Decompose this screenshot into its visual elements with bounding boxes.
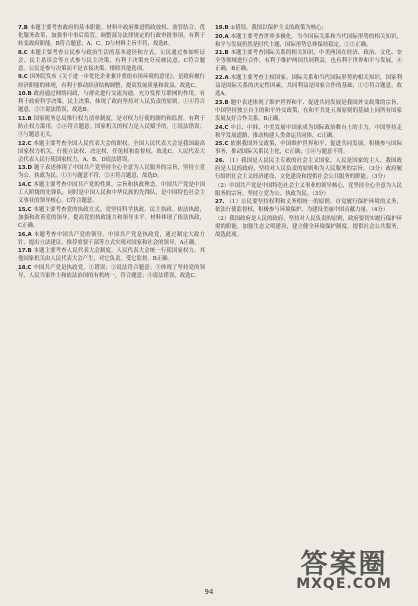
answer-paragraph — [18, 231, 205, 247]
left-column — [18, 24, 205, 584]
answer-paragraph — [215, 49, 402, 73]
question-number: 8.C — [18, 49, 28, 56]
question-number: 7.B — [18, 25, 28, 31]
answer-text: 本题主要考查人民代表大会制度。人民代表大会统一行使国家权力，其他国家机关由人民代表大会产生，对它负责，受它监督，B正确。 — [18, 248, 205, 263]
question-number: 11.B — [18, 115, 32, 122]
answer-paragraph — [215, 198, 402, 214]
answer-paragraph — [18, 247, 205, 263]
answer-paragraph — [215, 157, 402, 181]
answer-text: （1）公民要坚持权利和义务相统一的原则，自觉履行保护环境的义务，依法行使监督权，积极参与环境保护，为建设美丽中国贡献力量。（4分） — [215, 199, 402, 214]
question-number: 20.A — [215, 33, 229, 40]
answer-paragraph — [215, 215, 402, 239]
question-number: 10.B — [18, 91, 32, 98]
answer-paragraph — [18, 264, 205, 280]
answer-paragraph — [18, 206, 205, 230]
question-number: 15.C — [18, 206, 32, 213]
answer-text: 依据我国外交政策，中国维护世界和平、促进共同发展，积极参与国际事务，推动国际关系民主化，C正确；①④与题意不符。 — [215, 141, 402, 156]
question-number: 18.C — [18, 264, 32, 271]
answer-text: 本题主要考查世界多极化。当今国际关系和当代国际形势的相关知识，和平与发展仍然是时代主题，国际形势总体保持稳定，①②正确。 — [215, 33, 402, 48]
watermark-main: 答案圈 — [300, 549, 388, 580]
answer-text: 本题主要考查政府的基本职能。材料中政府推进简政放权、放管结合、优化服务改革，加强事中事后监管，调整部分法律规定的行政审批事项，有利于转变政府职能。B符合题意。A、C、D与材料主旨不符，故选B。 — [18, 25, 205, 48]
answer-text: 本题主要考查全国人民代表大会的职权。全国人民代表大会是我国最高国家权力机关，行使立法权、决定权、任免权和监督权，故选C。人民代表大会代表人民行使国家权力，A、B、D说法错误。 — [18, 140, 205, 163]
answer-paragraph — [215, 99, 402, 123]
answer-text: 本题主要考查公民参与政治生活的基本途径和方式。公民通过参加听证会、民主恳谈会等方式参与民主决策，有利于决策充分反映民意，C符合题意。公民是参与决策而不是直接决策，排除其他选项。 — [18, 49, 205, 72]
question-number: 17.B — [18, 248, 32, 255]
answer-paragraph — [18, 24, 205, 48]
question-number: 24.C — [215, 124, 229, 131]
answer-paragraph — [18, 181, 205, 205]
question-number: 16.A — [18, 231, 32, 238]
question-number: 12.C — [18, 140, 32, 147]
answer-text: 中日、中韩、中美发展中国家成为国际政治舞台上的主力，中国坚持走和平发展道路，推动构建人类命运共同体，C正确。 — [215, 124, 402, 139]
answer-paragraph — [18, 90, 205, 114]
answer-text: 政府通过网络问政，与群众进行交流沟通，充分发挥互联网的作用，有利于政府科学决策，民主决策，体现了政府坚持对人民负责的原则。①④符合题意，②③说法错误，故选B。 — [18, 91, 205, 114]
answer-paragraph — [215, 140, 402, 156]
answer-columns — [18, 24, 402, 584]
answer-text: ①错误，我国以保护主义的政策为核心； — [230, 25, 327, 31]
right-column — [215, 24, 402, 584]
watermark-logo — [278, 542, 410, 598]
answer-text: （2）我国政府是人民的政府，坚持对人民负责的原则，政府要切实履行保护环境的职能，加强生态文明建设，建立健全环境保护制度，提供社会公共服务，故选此项。 — [215, 216, 402, 239]
question-number: 23.B — [215, 99, 229, 106]
answer-paragraph — [215, 33, 402, 49]
answer-text: 本题主要考查中国共产党的性质、宗旨和执政理念。中国共产党是中国工人阶级的先锋队，同时是中国人民和中华民族的先锋队，是中国特色社会主义事业的领导核心，C符合题意。 — [18, 182, 205, 205]
answer-text: 中国共产党是执政党，①错误；②说法符合题意；③体现了坚持党的领导、人民当家作主和依法治国的有机统一，符合题意；④说法错误，故选C。 — [18, 264, 205, 279]
answer-paragraph — [18, 140, 205, 164]
question-number: 25.C — [215, 141, 229, 148]
question-number: 21.B — [215, 50, 229, 57]
answer-text: 本题主要考查主权国家、国际关系和当代国际形势的相关知识，国家利益是国际关系的决定性因素，共同利益是国家合作的基础，①②符合题意，故选A。 — [215, 75, 402, 98]
answer-paragraph — [18, 73, 205, 89]
question-number: 27. — [215, 199, 225, 206]
answer-paragraph — [18, 164, 205, 180]
answer-paragraph — [215, 182, 402, 198]
question-number: 13.D — [18, 165, 33, 172]
answer-text: 本题主要考查国际关系的相关知识，中美两国在经济、政治、文化、安全等领域进行合作，有利于维护两国共同利益，也有利于世界和平与发展，④正确，B正确。 — [215, 50, 402, 73]
answer-text: 题干表述体现了中国共产党坚持全心全意为人民服务的宗旨，坚持立党为公、执政为民。①③与题意不符，②④符合题意，故选D。 — [18, 165, 205, 180]
question-number: 9.C — [18, 74, 28, 81]
answer-paragraph — [215, 74, 402, 98]
watermark-sub: MXQE.COM — [296, 576, 392, 592]
answer-text: 本题主要考查党的执政方式。党坚持科学执政、民主执政、依法执政，加强和改善党的领导，提高党的执政能力和领导水平。材料体现了依法执政，C正确。 — [18, 206, 205, 229]
answer-paragraph — [215, 24, 402, 32]
answer-text: 国家税务总局推行权力清单制度，是对权力行使的制约和监督，有利于防止权力滥用，②④符合题意。国家机关的权力是人民赋予的，①说法错误；③与题意无关。 — [18, 115, 205, 138]
answer-paragraph — [18, 49, 205, 73]
question-number: 26. — [215, 157, 225, 164]
answer-paragraph — [18, 115, 205, 139]
answer-text: 题中表述体现了维护世界和平、促进共同发展是我国外交政策的宗旨，中国坚持独立自主的和平外交政策，在和平共处五项原则的基础上同所有国家发展友好合作关系，B正确。 — [215, 99, 402, 122]
answer-text: 本题考查中国共产党的领导。中国共产党是执政党，通过制定大政方针、提出立法建议、推荐重要干部等方式实现对国家和社会的领导，A正确。 — [18, 231, 205, 246]
answer-text: （1）我国是人民民主专政的社会主义国家，人民是国家的主人。我国政府是人民的政府，坚持对人民负责的原则和为人民服务的宗旨。（3分）政府履行组织社会主义经济建设、文化建设和提供社会公共服务的职能。（3分） — [215, 157, 402, 180]
answer-text: 国务院发布《关于进一步优化企业兼并重组市场环境的意见》，是政府履行经济职能的体现，有利于推动经济结构调整，提高发展质量和效益。故选C。 — [18, 74, 205, 89]
answer-text: （2）中国共产党是中国特色社会主义事业的领导核心，党坚持全心全意为人民服务的宗旨，坚持立党为公、执政为民。（3分） — [215, 182, 402, 197]
page-number: 94 — [204, 588, 214, 596]
question-number: 19.B — [215, 25, 229, 31]
question-number: 14.C — [18, 182, 32, 189]
question-number: 22.A — [215, 75, 229, 82]
answer-paragraph — [215, 124, 402, 140]
